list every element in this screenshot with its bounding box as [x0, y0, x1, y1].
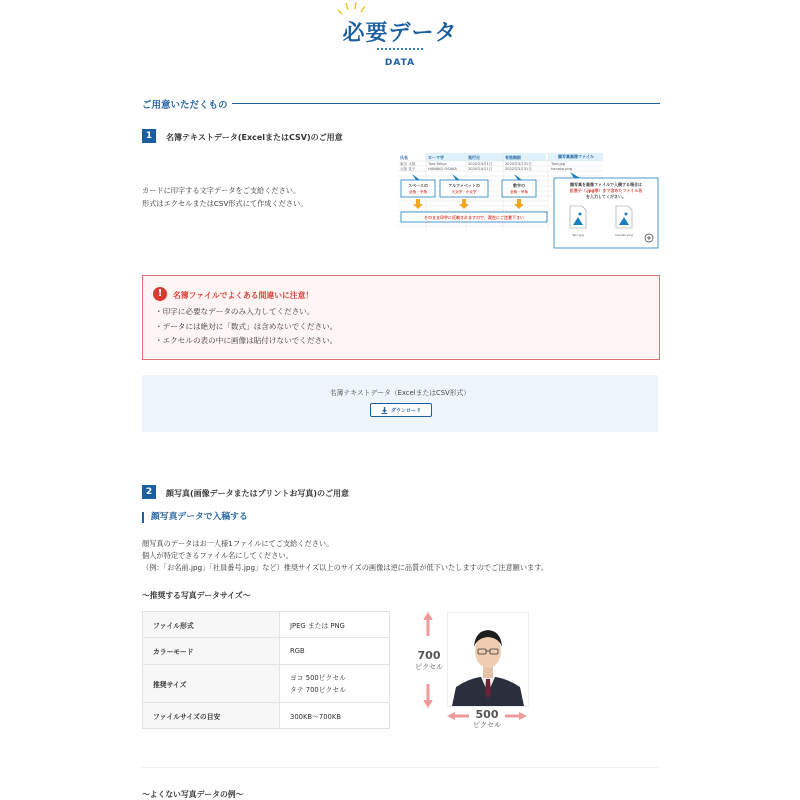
sheet-header: 顔写真画像ファイル	[558, 154, 594, 159]
section-divider	[232, 103, 660, 104]
step-1-desc-line: カードに印字する文字データをご支給ください。	[142, 186, 301, 195]
warning-box	[142, 275, 660, 360]
download-label: 名簿テキストデータ（ExcelまたはCSV形式）	[329, 389, 471, 397]
spec-value-line: タテ 700ピクセル	[290, 685, 346, 694]
download-icon	[381, 407, 388, 414]
callout-file	[554, 172, 658, 248]
warning-item: ・印字に必要なデータのみ入力してください。	[155, 307, 315, 316]
height-arrow-icon	[421, 610, 435, 734]
warning-title: 名簿ファイルでよくある間違いに注意！	[173, 291, 314, 300]
photo-data-heading: 顔写真データで入稿する	[142, 512, 248, 523]
sheet-header: 有効期限	[505, 155, 521, 160]
callout-file-line: 拡張子（.jpg等）まで含めたファイル名	[569, 188, 643, 193]
spec-value: JPEG または PNG	[280, 612, 390, 638]
bad-examples-heading: 〜よくない写真データの例〜	[142, 790, 244, 799]
spreadsheet-example	[398, 150, 660, 250]
portrait-photo	[447, 612, 529, 707]
person-icon	[448, 613, 528, 706]
sheet-header: 氏名	[400, 155, 408, 160]
callout-file-line: を入力してください。	[586, 194, 626, 199]
spec-table	[142, 611, 390, 729]
page-header	[0, 0, 800, 80]
download-button-label: ダウンロード	[390, 407, 421, 414]
step-2-desc-line: 顔写真のデータはお一人様1ファイルにてご支給ください。	[142, 539, 334, 548]
callout-space-line: 全角・半角	[409, 190, 427, 194]
spec-value-line: ヨコ 500ピクセル	[290, 673, 346, 682]
recommend-heading: 〜推奨する写真データサイズ〜	[142, 591, 251, 600]
sheet-cell: hanako.png	[551, 167, 573, 171]
zoom-icon[interactable]	[645, 234, 653, 242]
step-2-title: 顔写真(画像データまたはプリントお写真)のご用意	[166, 489, 349, 498]
step-1-description	[142, 184, 307, 210]
sheet-cell: 東京 太郎	[400, 162, 416, 166]
warning-item: ・データには絶対に「数式」は含めないでください。	[155, 321, 338, 331]
spec-key: ファイルサイズの目安	[143, 703, 280, 729]
title-dots	[377, 48, 423, 50]
table-row	[143, 665, 390, 703]
sheet-cell: 2022年3月31日	[505, 167, 532, 171]
width-unit: ピクセル	[473, 721, 501, 729]
callout-alpha-line: アルファベットの	[448, 183, 480, 188]
section-divider	[142, 767, 658, 768]
table-row	[143, 612, 390, 638]
sheet-cell: Taro Tokyo	[428, 162, 447, 166]
step-2-badge: 2	[142, 485, 156, 499]
sheet-cell: 2020年3月31日	[505, 162, 532, 166]
step-2-description	[142, 538, 548, 574]
step-1-desc-line: 形式はエクセルまたはCSV形式にて作成ください。	[142, 199, 308, 208]
step-1-title: 名簿テキストデータ(ExcelまたはCSV)のご用意	[166, 133, 343, 142]
callout-space-line: スペースの	[408, 183, 428, 188]
spec-value: 300KB〜700KB	[280, 703, 390, 729]
spec-key: 推奨サイズ	[143, 665, 280, 703]
callout-file-line: 顔写真を画像ファイルで入稿する場合は	[570, 182, 642, 187]
step-2-desc-line: 個人が特定できるファイル名にしてください。	[142, 551, 293, 560]
sheet-cell: 大阪 花子	[400, 167, 416, 171]
image-file-icon	[616, 206, 632, 228]
download-box	[142, 375, 658, 432]
spec-value	[280, 665, 390, 703]
sheet-cell: Taro.jpg	[551, 162, 566, 166]
warning-item: ・エクセルの表の中に画像は貼付けないでください。	[155, 336, 338, 345]
spec-key: カラーモード	[143, 638, 280, 665]
spec-key: ファイル形式	[143, 612, 280, 638]
page-title: 必要データ	[342, 21, 458, 46]
table-row	[143, 703, 390, 729]
exclamation-icon: !	[153, 287, 167, 301]
callout-num-line: 全角・半角	[510, 190, 528, 194]
file-name: hanako.png	[615, 233, 633, 237]
table-row	[143, 638, 390, 665]
sheet-cell: 2020年4月1日	[468, 167, 493, 171]
width-value: 500	[475, 708, 499, 721]
callout-num-line: 数字の	[513, 183, 525, 188]
sheet-header: ローマ字	[428, 155, 444, 160]
warning-list	[155, 306, 337, 350]
callout-alpha-line: 大文字・小文字	[451, 190, 477, 194]
file-name: Taro.jpg	[572, 233, 584, 237]
height-unit: ピクセル	[415, 663, 443, 671]
spec-value: RGB	[280, 638, 390, 665]
height-value: 700	[417, 649, 441, 662]
page-subtitle: DATA	[384, 58, 416, 68]
sheet-cell: 2020年4月1日	[468, 162, 493, 166]
step-1-badge: 1	[142, 129, 156, 143]
sheet-cell: HANAKO OSAKA	[428, 167, 457, 171]
section-heading: ご用意いただくもの	[142, 100, 228, 111]
step-2-desc-line: （例：「お名前.jpg」「社員番号.jpg」など）推奨サイズ以上のサイズの画像は逆に品質が低下いたしますのでご注意願います。	[142, 563, 549, 572]
photo-size-diagram	[415, 608, 535, 733]
image-file-icon	[570, 206, 586, 228]
download-button[interactable]	[370, 403, 432, 417]
sheet-header: 発行日	[468, 155, 480, 160]
warning-banner-text: そのまま印字に反映されますので、混在にご注意下さい	[424, 215, 524, 220]
